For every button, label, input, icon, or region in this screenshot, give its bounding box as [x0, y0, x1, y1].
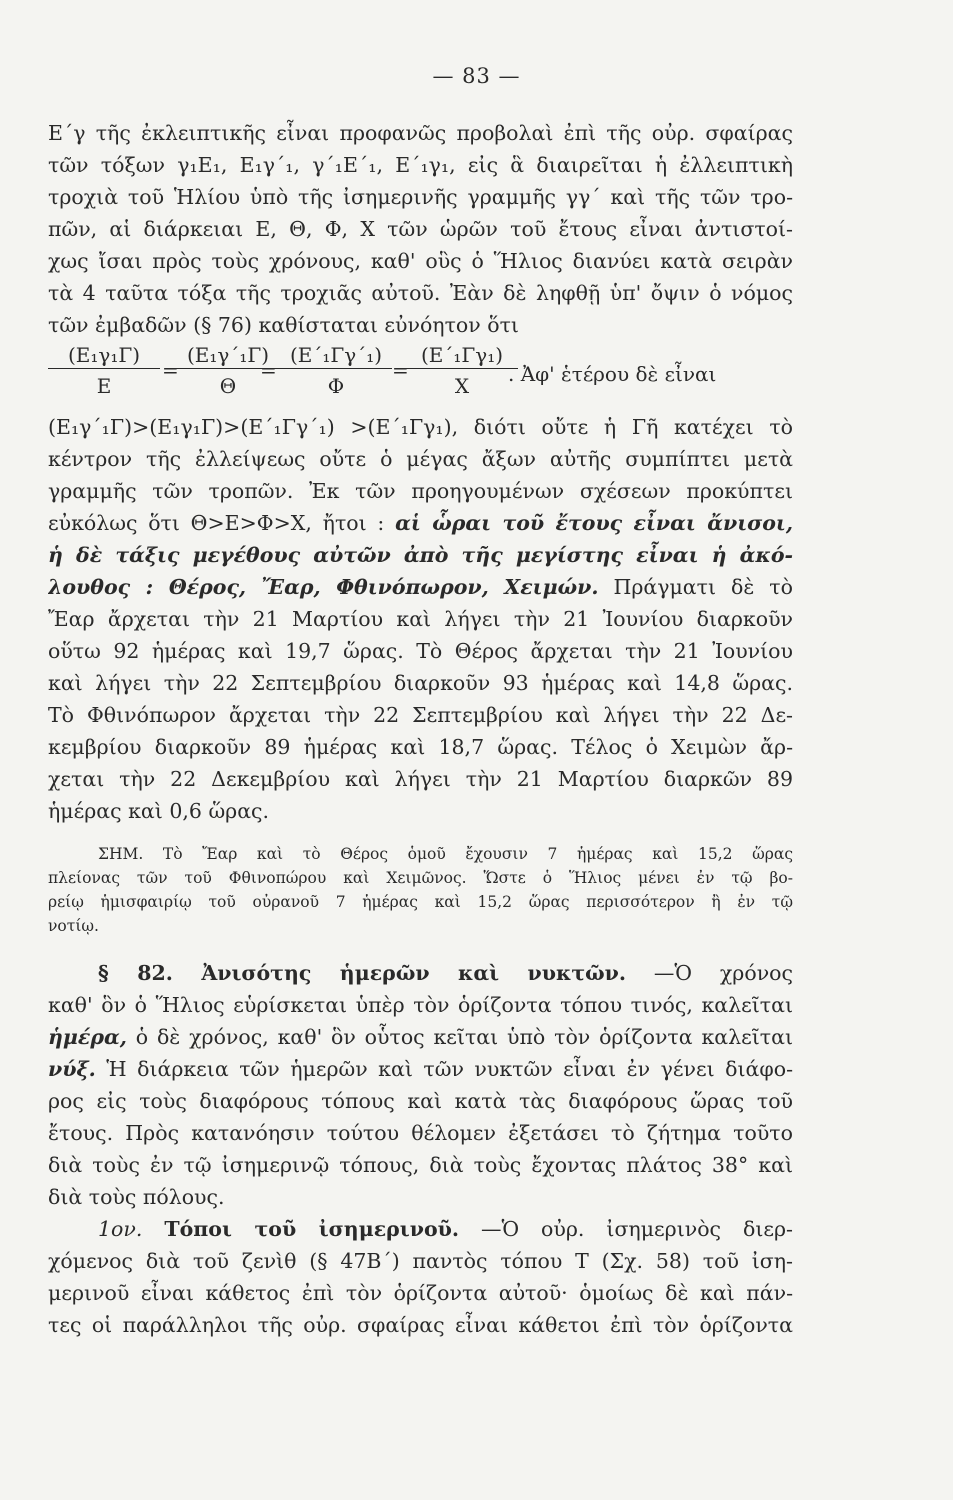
page-number: — 83 —: [432, 64, 521, 88]
text-line: ἡμέρας καὶ 0,6 ὥρας.: [48, 799, 270, 823]
text-span: εὐκόλως ὅτι Θ>Ε>Φ>Χ, ἤτοι :: [48, 511, 385, 535]
emphasis-line: ἡ δὲ τάξις μεγέθους αὐτῶν ἀπὸ τῆς μεγίστης εἶναι ἡ ἀκό-: [48, 543, 793, 567]
fraction-numerator: (Ε₁γ΄₁Γ): [172, 342, 284, 369]
text-line: κεμβρίου διαρκοῦν 89 ἡμέρας καὶ 18,7 ὥρας. Τέλος ὁ Χειμὼν ἄρ-: [48, 735, 793, 759]
term-day: ἡμέρα,: [48, 1025, 127, 1049]
text-line: [48, 1054, 793, 1086]
text-line: Ἔαρ ἄρχεται τὴν 21 Μαρτίου καὶ λήγει τὴν 21 Ἰουνίου διαρκοῦν: [48, 607, 793, 631]
text-line: τῶν ἐμβαδῶν (§ 76) καθίσταται εὐνόητον ὅτι: [48, 313, 519, 337]
fraction: [406, 342, 518, 399]
text-span: —Ὁ οὐρ. ἰσημερινὸς διερ-: [480, 1217, 793, 1241]
fraction-denominator: Χ: [454, 374, 470, 398]
text-line: χεται τὴν 22 Δεκεμβρίου καὶ λήγει τὴν 21 Μαρτίου διαρκῶν 89: [48, 767, 793, 791]
text-line: [48, 1022, 793, 1054]
text-line: χόμενος διὰ τοῦ ζενὶθ (§ 47Β΄) παντὸς τόπου Τ (Σχ. 58) τοῦ ἰση-: [48, 1249, 793, 1273]
text-line: χως ἴσαι πρὸς τοὺς χρόνους, καθ' οὓς ὁ Ἥλιος διανύει κατὰ σειρὰν: [48, 249, 793, 273]
text-line: καὶ λήγει τὴν 22 Σεπτεμβρίου διαρκοῦν 93 ἡμέρας καὶ 14,8 ὥρας.: [48, 671, 793, 695]
text-span: Ἡ διάρκεια τῶν ἡμερῶν καὶ τῶν νυκτῶν εἶναι ἐν γένει διάφο-: [106, 1057, 793, 1081]
note-line: νοτίῳ.: [48, 917, 99, 935]
subsection-heading: Τόποι τοῦ ἰσημερινοῦ.: [164, 1217, 459, 1241]
fraction-numerator: (Ε΄₁Γγ₁): [406, 342, 518, 369]
term-night: νύξ.: [48, 1057, 96, 1081]
note-line: ΣΗΜ. Τὸ Ἔαρ καὶ τὸ Θέρος ὁμοῦ ἔχουσιν 7 ἡμέρας καὶ 15,2 ὥρας: [98, 845, 793, 863]
text-line: διὰ τοὺς πόλους.: [48, 1185, 225, 1209]
text-line: (Ε₁γ΄₁Γ)>(Ε₁γ₁Γ)>(Ε΄₁Γγ΄₁) >(Ε΄₁Γγ₁), διότι οὔτε ἡ Γῆ κατέχει τὸ: [48, 415, 793, 439]
text-line: κέντρον τῆς ἐλλείψεως οὔτε ὁ μέγας ἄξων αὐτῆς συμπίπτει μετὰ: [48, 447, 793, 471]
fraction-numerator: (Ε₁γ₁Γ): [48, 342, 160, 369]
text-line: τροχιὰ τοῦ Ἡλίου ὑπὸ τῆς ἰσημερινῆς γραμμῆς γγ΄ καὶ τῆς τῶν τρο-: [48, 185, 793, 209]
text-line: μερινοῦ εἶναι κάθετος ἐπὶ τὸν ὁρίζοντα αὐτοῦ· ὁμοίως δὲ καὶ πάν-: [48, 1281, 793, 1305]
text-line: [48, 572, 793, 604]
equals-sign: =: [260, 358, 277, 382]
text-line: ρος εἰς τοὺς διαφόρους τόπους καὶ κατὰ τὰς διαφόρους ὥρας τοῦ: [48, 1089, 793, 1113]
area-ratio-equation: [48, 340, 793, 410]
fraction-denominator: Φ: [327, 374, 345, 398]
text-line: [48, 508, 793, 540]
fraction-numerator: (Ε΄₁Γγ΄₁): [280, 342, 392, 369]
text-line: Ε΄γ τῆς ἐκλειπτικῆς εἶναι προφανῶς προβολαὶ ἐπὶ τῆς οὐρ. σφαίρας: [48, 121, 793, 145]
section-heading-line: [98, 958, 793, 990]
text-line: διὰ τοὺς ἐν τῷ ἰσημερινῷ τόπους, διὰ τοὺς ἔχοντας πλάτος 38° καὶ: [48, 1153, 793, 1177]
text-line: καθ' ὃν ὁ Ἥλιος εὑρίσκεται ὑπὲρ τὸν ὁρίζοντα τόπου τινός, καλεῖται: [48, 993, 793, 1017]
text-line: τὰ 4 ταῦτα τόξα τῆς τροχιᾶς αὐτοῦ. Ἐὰν δὲ ληφθῇ ὑπ' ὄψιν ὁ νόμος: [48, 281, 793, 305]
text-line: Τὸ Φθινόπωρον ἄρχεται τὴν 22 Σεπτεμβρίου καὶ λήγει τὴν 22 Δε-: [48, 703, 793, 727]
equals-sign: =: [392, 358, 409, 382]
subsection-heading-line: [98, 1214, 793, 1246]
text-span: —Ὁ χρόνος: [653, 961, 793, 985]
fraction-denominator: Ε: [96, 374, 112, 398]
text-span: ὁ δὲ χρόνος, καθ' ὃν οὗτος κεῖται ὑπὸ τὸν ὁρίζοντα καλεῖται: [135, 1025, 793, 1049]
text-line: γραμμῆς τῶν τροπῶν. Ἐκ τῶν προηγουμένων σχέσεων προκύπτει: [48, 479, 793, 503]
text-line: τῶν τόξων γ₁Ε₁, Ε₁γ΄₁, γ΄₁Ε΄₁, Ε΄₁γ₁, εἰς ἃ διαιρεῖται ἡ ἐλλειπτικὴ: [48, 153, 793, 177]
text-line: οὕτω 92 ἡμέρας καὶ 19,7 ὥρας. Τὸ Θέρος ἄρχεται τὴν 21 Ἰουνίου: [48, 639, 793, 663]
emphasis-text: λουθος : Θέρος, Ἔαρ, Φθινόπωρον, Χειμών.: [48, 575, 599, 599]
emphasis-text: αἱ ὧραι τοῦ ἔτους εἶναι ἄνισοι,: [395, 511, 793, 535]
note-line: πλείονας τῶν τοῦ Φθινοπώρου καὶ Χειμῶνος. Ὥστε ὁ Ἥλιος μένει ἐν τῷ βο-: [48, 869, 793, 887]
equals-sign: =: [162, 358, 179, 382]
text-line: τες οἱ παράλληλοι τῆς οὐρ. σφαίρας εἶναι κάθετοι ἐπὶ τὸν ὁρίζοντα: [48, 1313, 793, 1337]
fraction: [48, 342, 160, 399]
text-line: ἔτους. Πρὸς κατανόησιν τούτου θέλομεν ἐξετάσει τὸ ζήτημα τοῦτο: [48, 1121, 793, 1145]
fraction-denominator: Θ: [219, 374, 237, 398]
section-heading: § 82. Ἀνισότης ἡμερῶν καὶ νυκτῶν.: [98, 961, 627, 985]
text-line: πῶν, αἱ διάρκειαι Ε, Θ, Φ, Χ τῶν ὡρῶν τοῦ ἔτους εἶναι ἀντιστοί-: [48, 217, 793, 241]
subsection-label: 1ον.: [98, 1217, 143, 1241]
fraction: [280, 342, 392, 399]
text-span: Πράγματι δὲ τὸ: [613, 575, 793, 599]
note-line: ρείῳ ἡμισφαιρίῳ τοῦ οὐρανοῦ 7 ἡμέρας καὶ 15,2 ὥρας περισσότερον ἢ ἐν τῷ: [48, 893, 793, 911]
fraction-tail-text: . Ἀφ' ἑτέρου δὲ εἶναι: [508, 362, 717, 386]
